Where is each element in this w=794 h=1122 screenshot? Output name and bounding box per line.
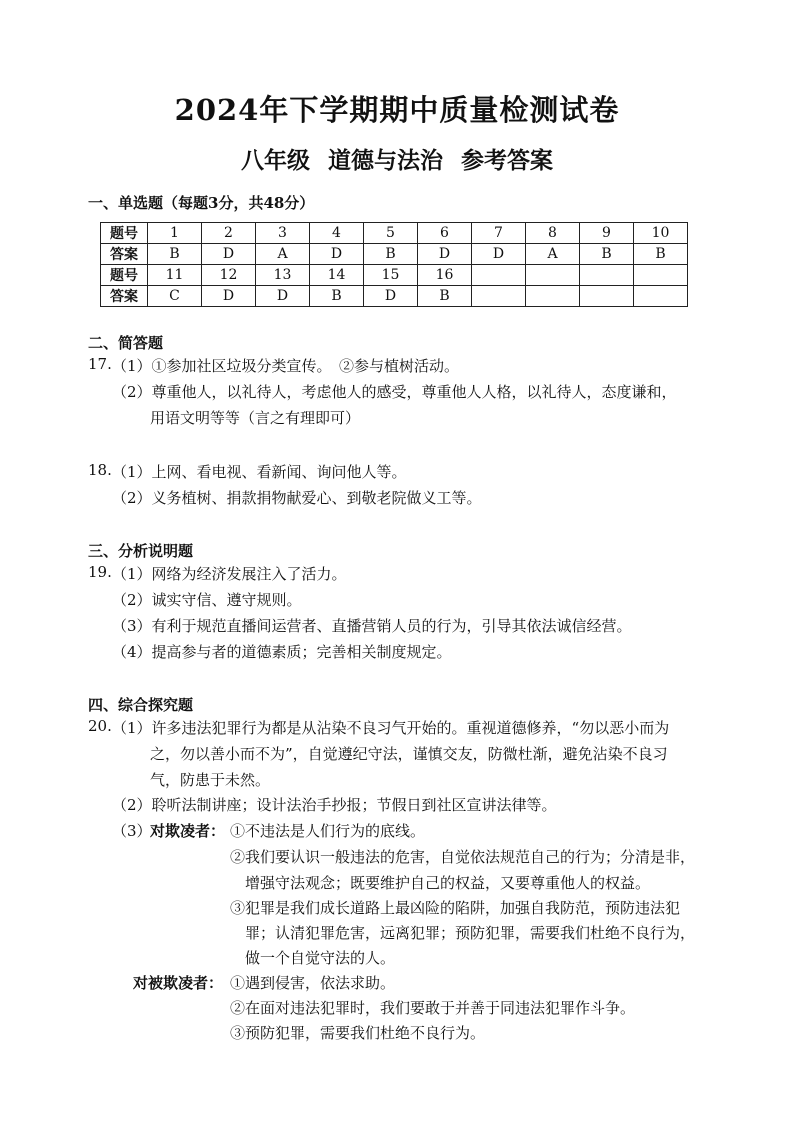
table-cell: 8	[526, 223, 580, 244]
answer-line: 用语文明等等（言之有理即可）	[150, 409, 361, 427]
table-cell	[526, 286, 580, 307]
table-cell: 7	[472, 223, 526, 244]
table-cell: D	[256, 286, 310, 307]
table-cell: B	[148, 244, 202, 265]
table-cell: 11	[148, 265, 202, 286]
answer-line: （3）有利于规范直播间运营者、直播营销人员的行为，引导其依法诚信经营。	[112, 617, 632, 635]
table-cell: 12	[202, 265, 256, 286]
page-title: 2024年下学期期中质量检测试卷	[174, 93, 620, 127]
table-cell: 15	[364, 265, 418, 286]
table-cell: D	[202, 244, 256, 265]
table-cell: 4	[310, 223, 364, 244]
answer-line: 罪；认清犯罪危害，远离犯罪；预防犯罪，需要我们杜绝不良行为，	[245, 924, 696, 942]
table-cell: C	[148, 286, 202, 307]
table-cell: 16	[418, 265, 472, 286]
table-cell: D	[202, 286, 256, 307]
bully-label: 对欺凌者：	[150, 822, 226, 840]
answer-line: （2）义务植树、捐款捐物献爱心、到敬老院做义工等。	[112, 489, 482, 507]
table-cell	[580, 265, 634, 286]
answer-line: （4）提高参与者的道德素质；完善相关制度规定。	[112, 643, 452, 661]
row-label-question: 题号	[101, 265, 148, 286]
question-number: 20.	[88, 717, 112, 735]
table-cell: 5	[364, 223, 418, 244]
answer-line: （2）诚实守信、遵守规则。	[112, 591, 302, 609]
table-row	[101, 286, 688, 307]
table-cell: B	[364, 244, 418, 265]
table-row	[101, 223, 688, 244]
table-cell	[472, 286, 526, 307]
page-subtitle: 八年级 道德与法治 参考答案	[240, 147, 553, 174]
table-cell	[526, 265, 580, 286]
answer-line: （1）网络为经济发展注入了活力。	[112, 565, 347, 583]
table-cell: 1	[148, 223, 202, 244]
answer-line: ③犯罪是我们成长道路上最凶险的陷阱，加强自我防范，预防违法犯	[230, 899, 681, 917]
answer-line: ①遇到侵害，依法求助。	[230, 974, 396, 992]
answer-table	[100, 222, 688, 307]
answer-line: （1）①参加社区垃圾分类宣传。 ②参与植树活动。	[112, 357, 460, 375]
table-row	[101, 244, 688, 265]
table-cell	[472, 265, 526, 286]
section-heading-analysis: 三、分析说明题	[88, 542, 194, 560]
row-label-answer: 答案	[101, 244, 148, 265]
answer-line: 做一个自觉守法的人。	[245, 949, 396, 967]
table-cell: 14	[310, 265, 364, 286]
table-cell: A	[256, 244, 310, 265]
answer-line: （1）上网、看电视、看新闻、询问他人等。	[112, 463, 407, 481]
table-cell: B	[580, 244, 634, 265]
table-cell: 13	[256, 265, 310, 286]
answer-line: 增强守法观念；既要维护自己的权益，又要尊重他人的权益。	[245, 874, 651, 892]
answer-line-prefix: （3）	[112, 822, 152, 840]
table-cell: 3	[256, 223, 310, 244]
question-number: 19.	[88, 563, 112, 581]
answer-line: （2）尊重他人，以礼待人，考虑他人的感受，尊重他人人格，以礼待人，态度谦和，	[112, 383, 677, 401]
row-label-answer: 答案	[101, 286, 148, 307]
table-cell: B	[310, 286, 364, 307]
table-cell: D	[364, 286, 418, 307]
table-cell: 2	[202, 223, 256, 244]
table-cell: 9	[580, 223, 634, 244]
question-number: 18.	[88, 461, 112, 479]
table-row	[101, 265, 688, 286]
table-cell	[580, 286, 634, 307]
table-cell: D	[472, 244, 526, 265]
section-heading-multiple-choice: 一、单选题（每题3分，共48分）	[88, 194, 315, 212]
table-cell	[634, 286, 688, 307]
answer-line: ①不违法是人们行为的底线。	[230, 822, 426, 840]
table-cell: B	[634, 244, 688, 265]
section-heading-inquiry: 四、综合探究题	[88, 696, 194, 714]
answer-line: 气，防患于未然。	[150, 771, 271, 789]
table-cell: B	[418, 286, 472, 307]
section-heading-short-answer: 二、简答题	[88, 334, 164, 352]
table-cell: D	[418, 244, 472, 265]
question-number: 17.	[88, 355, 112, 373]
table-cell: 10	[634, 223, 688, 244]
answer-line: ③预防犯罪，需要我们杜绝不良行为。	[230, 1024, 486, 1042]
victim-label: 对被欺凌者：	[133, 974, 224, 992]
answer-line: 之，勿以善小而不为”，自觉遵纪守法，谨慎交友，防微杜渐，避免沾染不良习	[150, 745, 668, 763]
answer-line: （1）许多违法犯罪行为都是从沾染不良习气开始的。重视道德修养，“勿以恶小而为	[112, 719, 670, 737]
row-label-question: 题号	[101, 223, 148, 244]
table-cell: D	[310, 244, 364, 265]
answer-line: ②在面对违法犯罪时，我们要敢于并善于同违法犯罪作斗争。	[230, 999, 636, 1017]
answer-line: ②我们要认识一般违法的危害，自觉依法规范自己的行为；分清是非，	[230, 848, 696, 866]
table-cell: A	[526, 244, 580, 265]
answer-line: （2）聆听法制讲座；设计法治手抄报；节假日到社区宣讲法律等。	[112, 796, 557, 814]
table-cell: 6	[418, 223, 472, 244]
table-cell	[634, 265, 688, 286]
